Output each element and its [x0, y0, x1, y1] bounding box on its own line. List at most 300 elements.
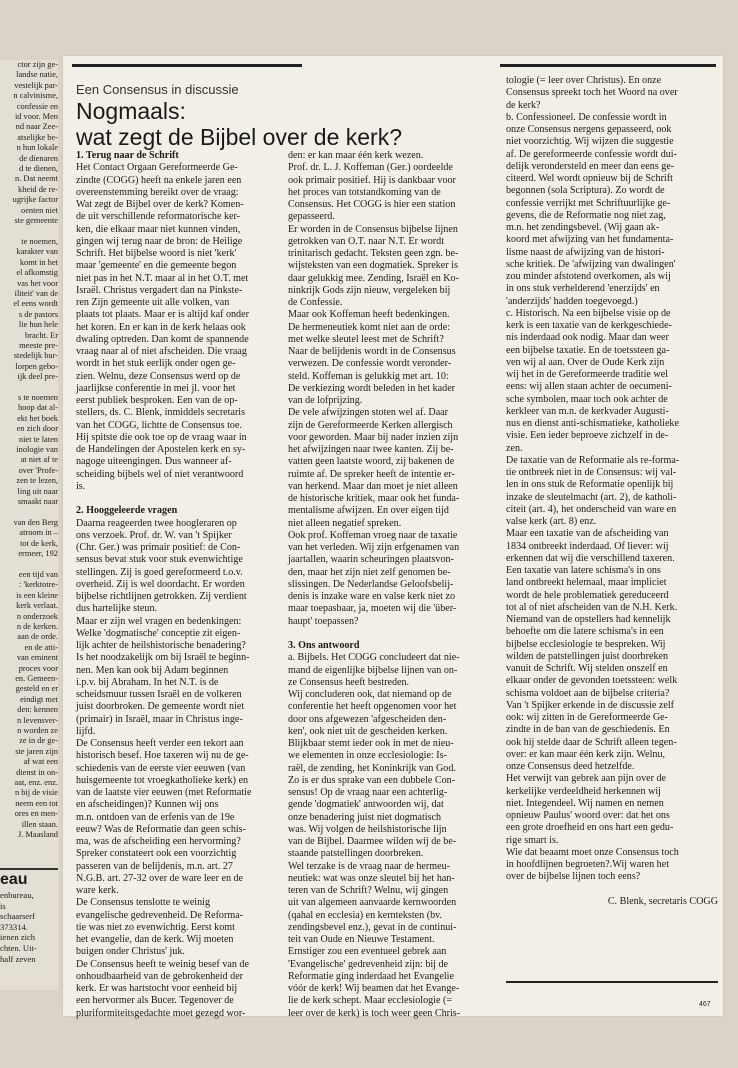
text-line: bijbelse richtlijnen getrokken. Zij verdient	[76, 591, 247, 602]
text-line: scheidsmuur tussen Israël en de volkeren	[76, 689, 242, 700]
text-line: i.p.v. bij Abraham. In het N.T. is de	[76, 676, 219, 688]
text-line: ze Consensus heeft bestreden.	[288, 676, 410, 688]
previous-page-notice-box	[0, 868, 58, 990]
text-line: zen.	[506, 442, 523, 454]
text-line: we elementen in onze ecclesiologie: Is-	[288, 750, 447, 762]
text-line: schiedenis van de eerste vier eeuwen (van	[76, 762, 246, 774]
text-line: zen te lezen,	[16, 476, 58, 486]
text-line: elkaar onder de gevonden toetssteen: welk	[506, 675, 678, 687]
text-line: chten. Uit-	[0, 942, 37, 953]
text-line: wijsteksten van een dogmatiek. Spreker is	[288, 260, 458, 272]
text-line: c. Historisch. Na een bijbelse visie op de	[506, 307, 671, 319]
text-line: n bij de visie	[14, 788, 58, 798]
text-line: meeste pre-	[19, 340, 58, 350]
text-line: door ons afgewezen 'afgescheiden den-	[288, 713, 447, 725]
text-line: behoefte om die latere schisma's in een	[506, 626, 664, 638]
text-line: gende 'dogmatiek' antwoorden wij, dat	[288, 799, 444, 811]
title-line: Nogmaals:	[76, 98, 186, 124]
text-line: gesteld en er	[15, 684, 58, 694]
text-line: schisma voldoet aan de bijbelse criteria?	[506, 687, 670, 699]
author-signature: C. Blenk, secretaris COGG	[607, 895, 718, 907]
text-line: huisgemeente tot vroegkatholieke kerk) en	[76, 774, 249, 786]
text-line: De Consensus tenslotte te weinig	[76, 897, 211, 909]
text-line: eens: wij allen staan achter de oecumeni-	[506, 381, 672, 393]
text-line: Wij concluderen ook, dat niemand op de	[288, 689, 452, 700]
text-line: m.n. ontdoen van de erfenis van de 19e	[76, 811, 235, 823]
text-line: van de laatste vier eeuwen (met Reformatie	[76, 787, 252, 798]
text-line: lijk achter de heilshistorische benadering?	[76, 640, 246, 651]
text-line: ermeer, 192	[18, 549, 58, 559]
text-line: niet voorzichtig. Wij wijzen die suggestie	[506, 136, 674, 148]
previous-page-column	[0, 60, 58, 930]
text-line: ste gemeente	[14, 216, 58, 226]
text-line: sensus! Op de vraag naar een achterlig-	[288, 787, 448, 798]
text-line: nis inderdaad ook nodig. Maar dan weer	[506, 332, 669, 344]
text-line: onze Consensus nergens gepasseerd, ook	[506, 124, 672, 135]
text-line: gepasseerd.	[288, 211, 335, 223]
text-line: stedelijk bur-	[13, 351, 58, 361]
text-line: af wat een	[23, 757, 58, 767]
text-line: kerk is een taxatie van de kerkgeschiede-	[506, 320, 672, 331]
text-line: haupt' toepassen?	[288, 615, 359, 627]
text-line: n. Dat neemt	[14, 174, 58, 184]
text-line: Het verwijt van gebrek aan pijn over de	[506, 773, 667, 785]
text-line: De Consensus heeft te weinig besef van de	[76, 958, 249, 970]
text-line: Hij spitste die ook toe op de vraag waar in	[76, 431, 247, 443]
text-line: ruimte af. De spreker heeft de intentie er-	[288, 468, 455, 480]
text-line: aan de orde.	[17, 632, 58, 642]
text-line: zou minder afstotend overkomen, als wij	[506, 271, 671, 282]
text-line	[288, 628, 498, 640]
text-line: ook: wij zitten in de Gereformeerde Ge-	[506, 712, 668, 723]
text-line: getrokken van O.T. naar N.T. Er wordt	[288, 235, 445, 247]
text-line: inologie van	[16, 445, 58, 455]
text-line: n levensver-	[17, 715, 58, 725]
text-line: vatten geen laatste woord, zij bakenen de	[288, 456, 455, 468]
text-line: begonnen (sola Scriptura). Zo wordt de	[506, 185, 665, 197]
text-line: Maar er zijn wel vragen en bedenkingen:	[76, 615, 242, 627]
text-line: ctor zijn ge-	[17, 60, 58, 69]
text-line: plaats tot plaats. Maar er is altijd kaf onder	[76, 309, 249, 321]
text-line: vraag naar al of niet afscheiden. Die vraag	[76, 346, 247, 357]
text-line: landse natie,	[16, 70, 58, 80]
text-line: over de bijbelse lijnen toch eens?	[506, 871, 641, 883]
text-line: atselijke be-	[17, 132, 58, 142]
text-line: den: er kan maar één kerk wezen.	[288, 150, 424, 161]
text-line: wilden de patstellingen juist doorbreken	[506, 650, 669, 662]
text-line: het afwijzingen naar twee kanten. Zij be-	[288, 444, 454, 455]
text-line: een hervormer als Bucer. Tegenover de	[76, 995, 234, 1007]
text-line: kerkelijke verdeeldheid herkennen wij	[506, 785, 661, 797]
text-line: (Chr. Ger.) was primair positief: de Con-	[76, 542, 241, 553]
text-line: proces voor	[18, 663, 58, 673]
text-line: gingen wij terug naar de bron: de Heilige	[76, 235, 243, 247]
text-line: stellers, ds. C. Blenk, inmiddels secretaris	[76, 407, 246, 419]
text-line: Naar de belijdenis wordt in de Consensus	[288, 346, 456, 357]
text-line: pluriformiteitsgedachte moet gezegd wor-	[76, 1007, 246, 1019]
text-line: lorpen gebo-	[15, 361, 58, 371]
text-line: de historische kritiek, maar ook het funda-	[288, 493, 460, 504]
text-line: scheiding bijbels wel of niet verantwoord	[76, 468, 244, 480]
text-line: karakter van	[16, 247, 58, 257]
text-line: leer over de kerk) is toch weer geen Chris-	[288, 1007, 461, 1019]
text-line: steld. Koffeman is gelukkig met art. 10:	[288, 370, 449, 382]
notice-heading: eau	[0, 871, 28, 888]
text-line: opnieuw Paulus' woord over: dat het ons	[506, 810, 670, 821]
text-line: 'anderzijds' hadden toegevoegd.)	[506, 295, 638, 307]
text-line: niet pas in het N.T. maar al in het O.T. met	[76, 272, 249, 284]
text-line: uit van algemeen aanvaarde kernwoorden	[288, 897, 457, 909]
text-line: tologie (= leer over Christus). En onze	[506, 75, 662, 86]
text-line: gevens, die de Reformatie nog niet zag,	[506, 209, 666, 221]
text-line: raël, de zending, het Koninkrijk van God.	[288, 762, 456, 774]
text-line: smaakt naar	[17, 497, 58, 507]
text-line	[506, 884, 718, 896]
text-line: illen staan.	[21, 819, 58, 829]
text-line: b. Confessioneel. De confessie wordt in	[506, 111, 667, 123]
text-line: visie. Een ieder beproeve zichzelf in de-	[506, 430, 669, 442]
text-line: te noemen,	[21, 236, 58, 246]
text-line: slissingen. De Nederlandse Geloofsbelij-	[288, 578, 454, 590]
text-line: Spreker constateert ook een voorzichtig	[76, 848, 237, 860]
text-line: Is het noodzakelijk om bij Israël te beginn-	[76, 652, 250, 664]
text-line: buigen onder Christus' juk.	[76, 946, 185, 958]
text-line	[0, 507, 58, 517]
text-line: m.n. het zendingsbevel. (Wij gaan ak-	[506, 222, 660, 233]
text-line: de dienaren	[19, 153, 58, 163]
text-line: Prof. dr. L. J. Koffeman (Ger.) oordeelde	[288, 162, 453, 174]
text-line: van de lofprijzing.	[288, 395, 363, 406]
text-line: eindigt met	[20, 694, 58, 704]
text-line: De Consensus heeft verder een tekort aan	[76, 738, 244, 749]
text-line: ekt het boek	[17, 413, 58, 423]
text-line: nagoge uiteengingen. Dus wanneer af-	[76, 456, 232, 468]
page-number: 467	[699, 1001, 711, 1008]
text-line: ware kerk.	[76, 885, 119, 896]
text-line: el afkomstig	[16, 268, 58, 278]
text-line: Wel terzake is de vraag naar de hermeu-	[288, 860, 450, 872]
text-line: kerkleer van m.n. de kerkvader Augusti-	[506, 405, 669, 417]
text-line: ons verzoek. Prof. dr. W. van 't Spijker	[76, 529, 232, 541]
text-line: vestelijk par-	[14, 80, 58, 90]
text-line: van herkend. Maar dan moet je niet alleen	[288, 480, 458, 492]
text-line: maar toepasbaar, ja, moeten wij die 'über-	[288, 603, 457, 615]
text-line: den, maar het zijn niet zelf genomen be-	[288, 566, 451, 578]
text-line: Er worden in de Consensus bijbelse lijnen	[288, 223, 458, 235]
article-title	[76, 98, 506, 150]
text-line: erkennen dat wij die verschillend taxeren.	[506, 552, 675, 564]
text-line: maar 'gemeente' en die gemeente begon	[76, 260, 237, 272]
text-line: koord met afwijzing van het fundamenta-	[506, 234, 674, 246]
text-line: De hermeneutiek komt niet aan de orde:	[288, 321, 450, 333]
text-line: ken, die elkaar maar niet kunnen vinden,	[76, 223, 241, 235]
text-line: ook hij stelde daar de Schrift alleen tegen-	[506, 736, 677, 748]
text-line: Reformatie ging inderdaad het Evangelie	[288, 970, 454, 982]
text-line: komt in het	[19, 257, 58, 267]
text-line: lie hun hele	[18, 320, 58, 330]
text-line: mand de eigenlijke bijbelse lijnen van on-	[288, 664, 458, 676]
text-line: kerk. Er was hartstocht voor eenheid bij	[76, 983, 238, 994]
text-line	[0, 227, 58, 237]
text-line: stellingen. Zij is goed gereformeerd t.o.v.	[76, 566, 243, 578]
text-line: sche symbolen, maar toch ook achter de	[506, 393, 668, 405]
text-line: id voor. Men	[14, 112, 58, 122]
article-kicker: Een Consensus in discussie	[76, 82, 239, 97]
text-line: nen. Men kan ook bij Adam beginnen	[76, 664, 229, 676]
text-line: delijk verondersteld en meer dan eens ge-	[506, 160, 675, 172]
text-line: jaartallen, waarin scheuringen plaatsvon-	[288, 554, 454, 566]
text-line: lisme naast de afwijzing van de histori-	[506, 246, 665, 258]
text-line: N.G.B. art. 27-32 over de ware leer en de	[76, 872, 244, 884]
text-line: ling uit naar	[17, 486, 58, 496]
text-line: inzake de sleutelmacht (art. 2), de katholi-	[506, 491, 677, 503]
text-line: ugrijke factor	[12, 195, 58, 205]
text-line: iliteit' van de	[14, 288, 58, 298]
text-line: niet. Integendeel. Wij namen en nemen	[506, 797, 664, 809]
text-line: is	[0, 900, 6, 911]
text-line: len in ons stuk de Reformatie openlijk bij	[506, 479, 674, 491]
title-line: wat zegt de Bijbel over de kerk?	[76, 124, 403, 150]
article-column-1	[76, 150, 281, 1020]
text-line: n calvinisme,	[13, 91, 58, 101]
text-line	[0, 383, 58, 393]
text-line	[76, 493, 281, 505]
text-line: 1834 ontbreekt inderdaad. Of liever: wij	[506, 540, 669, 552]
text-line: en afscheidingen)? Kunnen wij ons	[76, 799, 219, 811]
text-line: oenten niet	[21, 205, 58, 215]
text-line: n worden ze	[17, 726, 58, 735]
text-line: vanuit de Schrift. Wij stelden onszelf en	[506, 663, 668, 674]
text-line: en zich door	[16, 424, 58, 434]
text-line: de kerk?	[506, 99, 541, 111]
text-line: ren Zijn gemeente uit alle volken, van	[76, 297, 230, 308]
text-line: daar gelukkig mee. Zending, Israël en Ko-	[288, 272, 459, 284]
text-line: ninkrijk Gods zijn nieuw, vergeleken bij	[288, 284, 451, 296]
text-line: den: kennen	[17, 705, 58, 715]
text-line: neutiek: wat was onze sleutel bij het han-	[288, 872, 455, 884]
text-line: tot al of niet afscheiden van de N.H. Kerk.	[506, 601, 678, 613]
text-line: Daarna reageerden twee hoogleraren op	[76, 517, 237, 529]
text-line: historisch besef. Hoe taxeren wij nu de ge-	[76, 750, 249, 762]
text-line: staande patstellingen doorbreken.	[288, 848, 424, 860]
text-line: en. Gemeen-	[15, 673, 58, 683]
text-line: Israël. Christus vergadert dan na Pinkste-	[76, 284, 243, 296]
text-line: het koren. En er kan in de kerk helaas ook	[76, 321, 246, 333]
text-line: onze benadering juist niet dogmatisch	[288, 811, 442, 823]
text-line: Blijkbaar stemt ieder ook in met de nieu-	[288, 738, 454, 749]
text-line: sensus bevat stuk voor stuk evenwichtige	[76, 554, 243, 566]
text-line: van den Berg	[13, 517, 58, 527]
text-line: ook primair positief. Hij is dankbaar voor	[288, 174, 456, 186]
text-line: s te noemen	[17, 393, 58, 402]
text-line: Ernstiger zou een eventueel gebrek aan	[288, 946, 447, 958]
text-line: Wat zegt de Bijbel over de kerk? Komen-	[76, 199, 244, 210]
text-line: ienen zich	[0, 932, 36, 943]
text-line: zijn de Gereformeerde Kerken allergisch	[288, 419, 453, 431]
text-line: Welke 'dogmatische' conceptie zit eigen-	[76, 627, 241, 639]
text-line: n onderzoek	[16, 611, 58, 621]
top-rule-right	[500, 64, 716, 67]
text-line: (primair) in Israël, maar in Christus inge-	[76, 713, 243, 725]
text-line: de uit verschillende reformatorische ker-	[76, 211, 241, 223]
text-line: vas het voor	[17, 278, 58, 288]
top-rule	[72, 64, 302, 67]
text-line: De verkiezing wordt beleden in het kader	[288, 382, 456, 394]
text-line: het evangelie, dan de kerk. Wij moeten	[76, 934, 234, 945]
text-line: niet alleen negatief spreken.	[288, 517, 402, 529]
text-line: juist doorbroken. De gemeente wordt niet	[76, 701, 245, 713]
text-line: verwezen. De confessie wordt veronder-	[288, 358, 452, 370]
text-line: denis is inzake ware en valse kerk niet zo	[288, 591, 456, 602]
text-line: confessie verrijkt met Schriftuurlijke ge-	[506, 197, 671, 209]
text-line: conferentie het heeft opgenomen voor het	[288, 701, 457, 713]
text-line: Maar een taxatie van de afscheiding van	[506, 528, 669, 540]
text-line: vóór de kerk! Wij beamen dat het Evange-	[288, 983, 460, 994]
text-line: at niet af te	[20, 455, 58, 465]
text-line: : 'kerktotre-	[19, 580, 58, 590]
text-line: valse kerk (art. 8) enz.	[506, 516, 597, 527]
text-line: Wie dat beaamt moet onze Consensus toch	[506, 846, 679, 858]
text-line: Een taxatie van latere schisma's in ons	[506, 565, 661, 576]
text-line: bracht. Er	[24, 330, 58, 340]
text-line: de Confessie.	[288, 297, 343, 308]
text-line: ze in de ge-	[19, 736, 58, 746]
text-line: enbureau,	[0, 890, 34, 900]
text-line: van het COGG, lichtte de Consensus toe.	[76, 419, 242, 431]
text-line: sche kritiek. De 'afwijzing van dwalingen'	[506, 258, 676, 270]
text-line: tie ontbreek niet in de Consensus: wij val-	[506, 467, 677, 478]
text-line: confessie en	[16, 101, 58, 111]
text-line: Niemand van de opstellers had kennelijk	[506, 614, 671, 625]
text-line: ste jaren zijn	[15, 746, 58, 756]
text-line: Schrift. Het bijbelse woord is niet 'kerk'	[76, 248, 237, 259]
text-line: van het verleden. Wij zijn erfgenamen van	[288, 542, 460, 553]
text-line: tie was niet zo evenwichtig. Eerst komt	[76, 921, 235, 933]
text-line: is een kleine	[16, 590, 58, 600]
text-line: ijk deel pre-	[17, 372, 58, 382]
text-line: niet te laten	[18, 434, 58, 444]
section-heading: 1. Terug naar de Schrift	[76, 150, 179, 161]
text-line: ma, was de afscheiding een hervorming?	[76, 836, 241, 847]
text-line: was. Wij volgen de heilshistorische lijn	[288, 823, 447, 835]
text-line: n de kerken.	[16, 621, 58, 631]
text-line: citeit (art. 4), het onderscheid van ware en	[506, 503, 677, 515]
text-line: De taxatie van de Reformatie als re-forma-	[506, 454, 680, 466]
text-line: met welke sleutel leest met de Schrift?	[288, 333, 444, 345]
text-line: dus hartelijke steun.	[76, 603, 158, 615]
article-column-2	[288, 150, 498, 1020]
text-line: trinitarisch gedacht. Teksten geen zgn. be-	[288, 248, 459, 259]
text-line: el eens wordt	[13, 299, 58, 309]
text-line: in ons stuk verhelderend 'enerzijds' en	[506, 283, 660, 295]
text-line: een bijbelse taxatie. En de toetssteen ga-	[506, 344, 670, 356]
text-line: lijfd.	[76, 725, 96, 737]
text-line: het proces van totstandkoming van de	[288, 186, 441, 198]
text-line: teren van de Schrift? Welnu, wij gingen	[288, 885, 449, 896]
text-line: neem een tot	[15, 798, 58, 808]
text-line: eeuw? Was de Reformatie dan geen schis-	[76, 823, 246, 835]
text-line: (qahal en ecclesia) en kernteksten (bv.	[288, 909, 443, 921]
text-line: bijbelse ecclesiologie te bespreken. Wij	[506, 638, 666, 650]
text-line: half zeven	[0, 953, 36, 964]
text-line: voor geworden. Maar bij nader inzien zijn	[288, 431, 459, 443]
text-line: zindte (COGG) heeft na enkele jaren een	[76, 174, 242, 186]
text-line: dwaling optreden. Dan komt de spannende	[76, 333, 249, 345]
bottom-rule	[506, 981, 718, 983]
text-line: en de atti-	[24, 642, 58, 652]
text-line: ores en men-	[14, 809, 58, 819]
text-line: schaarserf	[0, 911, 35, 922]
text-line: 'Evangelische' gedrevenheid zijn: bij de	[288, 958, 449, 970]
text-line: ken', ook niet uit de gescheiden kerken.	[288, 725, 448, 737]
text-line: overeenstemming bereikt over de vraag:	[76, 186, 239, 198]
text-line: Consensus. Het COGG is hier een station	[288, 199, 456, 210]
text-line: atroom in –	[19, 528, 58, 538]
text-line: nd naar Zee-	[15, 122, 58, 132]
text-line: citeerd. Wel wordt opnieuw bij de Schrift	[506, 173, 673, 184]
text-line: 373314.	[0, 921, 28, 932]
text-line: hoop dat al-	[17, 403, 58, 413]
text-line: onhoudbaarheid van de gebrokenheid der	[76, 970, 244, 982]
text-line: kheid de re-	[18, 184, 58, 194]
text-line: Zo is er dus sprake van een dubbele Con-	[288, 774, 456, 786]
text-line: van eminent	[16, 653, 58, 663]
text-line: zien. Welnu, deze Consensus werd op de	[76, 370, 241, 382]
text-line: onze Consensus deed hetzelfde.	[506, 761, 635, 772]
text-line: over: er kan maar één kerk zijn. Welnu,	[506, 748, 666, 760]
text-line: tot de kerk,	[20, 538, 58, 548]
text-line: in hoofdlijnen begroeten?.Wij waren het	[506, 859, 669, 870]
text-line: overheid. Zij is wel doordacht. Er worden	[76, 578, 245, 590]
text-line: De vele afwijzingen stoten wel af. Daar	[288, 407, 449, 419]
text-line: Ook prof. Koffeman vroeg naar de taxatie	[288, 529, 458, 541]
text-line	[0, 560, 58, 570]
text-line: af. De gereformeerde confessie wordt dui-	[506, 148, 677, 160]
text-line: jaarlijkse conferentie in mei jl. voor het	[76, 382, 236, 394]
text-line: Van 't Spijker erkende in de discussie zelf	[506, 699, 675, 711]
text-line: lie de kerk schept. Maar ecclesiologie (=	[288, 995, 453, 1007]
text-line: s de pastors	[18, 309, 58, 319]
text-line: J. Maasland	[17, 830, 58, 840]
text-line: d te dienen,	[19, 164, 58, 174]
section-heading: 2. Hooggeleerde vragen	[76, 505, 178, 517]
text-line: dienst in on-	[16, 767, 58, 777]
text-line: a. Bijbels. Het COGG concludeert dat nie-	[288, 652, 460, 664]
text-line: eerst publiek besproken. Een van de op-	[76, 395, 238, 406]
text-line: Consensus spreekt toch het Woord na over	[506, 87, 678, 99]
text-line: mentalisme afwijzen. En over eigen tijd	[288, 505, 449, 517]
text-line: van de Bijbel. Daarmee wilden wij de be-	[288, 836, 457, 847]
article-column-3	[506, 75, 718, 908]
text-line: Het Contact Orgaan Gereformeerde Ge-	[76, 162, 238, 174]
text-line: zindte in de ban van de geschiedenis. En	[506, 724, 670, 736]
section-heading: 3. Ons antwoord	[288, 640, 360, 651]
text-line: kerk verlaat.	[16, 601, 58, 611]
text-line: rige smart is.	[506, 834, 559, 846]
text-line: de Handelingen der Apostelen kerk en sy-	[76, 444, 246, 455]
text-line: ven wij al aan. Over de Oude Kerk zijn	[506, 356, 665, 368]
text-line: wij het in de Gereformeerde traditie wel	[506, 369, 668, 380]
text-line: aat, enz. enz.	[14, 778, 58, 788]
text-line: over 'Profe-	[18, 465, 58, 475]
text-line: Maar ook Koffeman heeft bedenkingen.	[288, 309, 450, 321]
text-line: n hun lokale	[16, 143, 58, 153]
text-line: land ontbreekt helemaal, maar impliciet	[506, 577, 667, 589]
text-line: wordt in het stuk eerlijk onder ogen ge-	[76, 358, 236, 370]
text-line: teit van Oude en Nieuwe Testament.	[288, 934, 435, 945]
text-line: zendingsbevel enz.), gevat in de continui-	[288, 921, 457, 933]
text-line: een grote droefheid en ons hart een gedu-	[506, 822, 674, 834]
